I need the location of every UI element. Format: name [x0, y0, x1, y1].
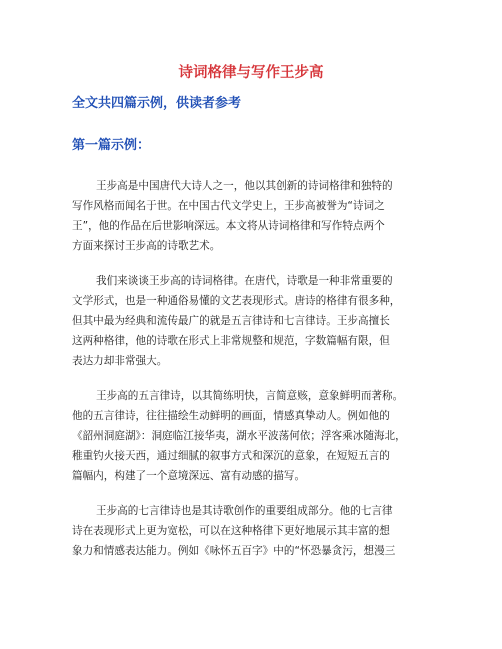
text-line: 但其中最为经典和流传最广的就是五言律诗和七言律诗。王步高擅长	[72, 315, 390, 327]
text-line: 这两种格律，他的诗歌在形式上非常规整和规范，字数篇幅有限，但	[72, 335, 390, 347]
text-line: 他的五言律诗，往往描绘生动鲜明的画面，情感真挚动人。例如他的	[72, 410, 390, 422]
text-line: 方面来探讨王步高的诗歌艺术。	[72, 240, 221, 252]
text-line: 王步高的七言律诗也是其诗歌创作的重要组成部分。他的七言律	[96, 505, 393, 517]
text-line: 稚重钓火接天西，通过细腻的叙事方式和深沉的意象，在短短五言的	[72, 450, 390, 462]
text-line: 表达力却非常强大。	[72, 355, 168, 367]
document-subtitle: 全文共四篇示例，供读者参考	[72, 96, 242, 111]
text-line: 《韶州洞庭湖》：洞庭临江接华夷，湖水平波荡何依；浮客乘冰随海北，	[72, 430, 406, 442]
text-line: 我们来谈谈王步高的诗词格律。在唐代，诗歌是一种非常重要的	[96, 275, 393, 287]
text-line: 篇幅内，构建了一个意境深远、富有动感的描写。	[72, 470, 306, 482]
text-line: 诗在表现形式上更为宽松，可以在这种格律下更好地展示其丰富的想	[72, 525, 390, 537]
section-heading: 第一篇示例：	[72, 138, 151, 153]
text-line: 写作风格而闻名于世。在中国古代文学史上，王步高被誉为“诗词之	[72, 200, 385, 212]
text-line: 王”，他的作品在后世影响深远。本文将从诗词格律和写作特点两个	[72, 220, 385, 232]
text-line: 象力和情感表达能力。例如《咏怀五百字》中的“怀恐暴贪污，想漫三	[72, 545, 396, 557]
text-line: 文学形式，也是一种通俗易懂的文艺表现形式。唐诗的格律有很多种，	[72, 295, 401, 307]
document-title: 诗词格律与写作王步高	[178, 65, 324, 81]
text-line: 王步高的五言律诗，以其简练明快，言简意赅，意象鲜明而著称。	[96, 390, 404, 402]
text-line: 王步高是中国唐代大诗人之一，他以其创新的诗词格律和独特的	[96, 180, 393, 192]
